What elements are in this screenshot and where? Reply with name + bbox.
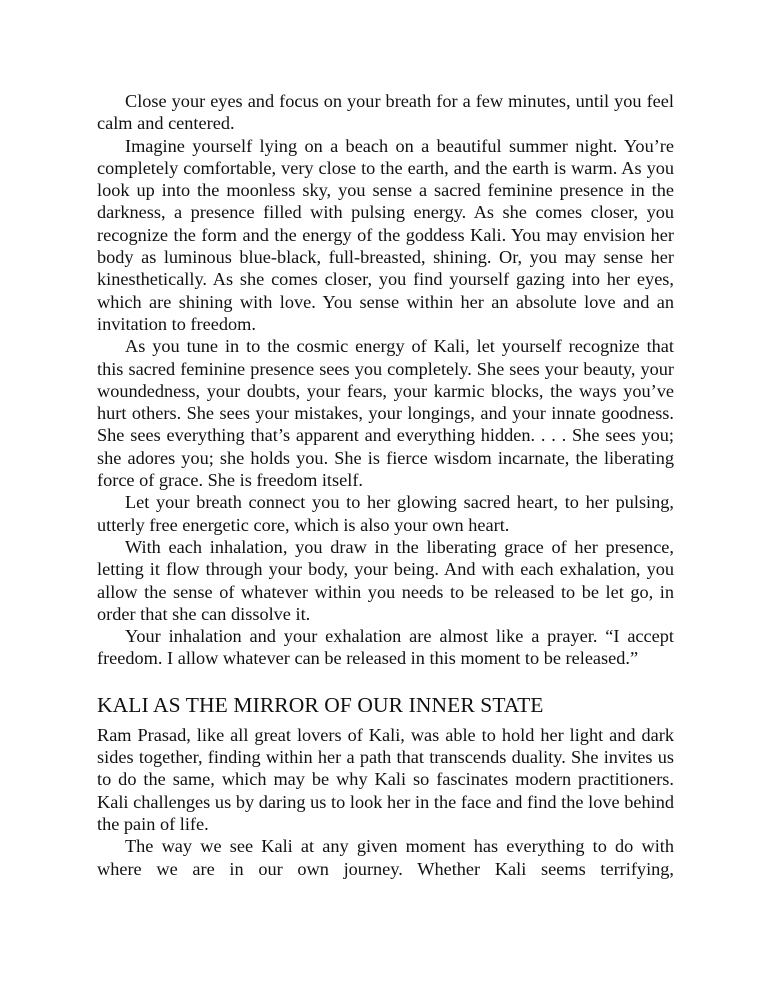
meditation-paragraph-2: Imagine yourself lying on a beach on a beautiful summer night. You’re completely comfortable, very close to the earth, and the earth is warm. As you look up into the moonless sky, you sense a sacred feminine presence in the darkness, a presence filled with pulsing energy. As she comes closer, you recognize the form and the energy of the goddess Kali. You may envision her body as luminous blue-black, full-breasted, shining. Or, you may sense her kinesthetically. As she comes closer, you find yourself gazing into her eyes, which are shining with love. You sense within her an absolute love and an invitation to freedom. — [97, 135, 674, 334]
meditation-paragraph-1: Close your eyes and focus on your breath for a few minutes, until you feel calm and centered. — [97, 91, 674, 134]
meditation-paragraph-3: As you tune in to the cosmic energy of Kali, let yourself recognize that this sacred feminine presence sees you completely. She sees your beauty, your woundedness, your doubts, your fears, your karmic blocks, the ways you’ve hurt others. She sees your mistakes, your longings, and your innate goodness. She sees everything that’s apparent and everything hidden. . . . She sees you; she adores you; she holds you. She is fierce wisdom incarnate, the liberating force of grace. She is freedom itself. — [97, 336, 674, 491]
section-paragraph-2: The way we see Kali at any given moment has everything to do with where we are in our own journey. Whether Kali seems terrifying, — [97, 836, 674, 879]
meditation-paragraph-4: Let your breath connect you to her glowing sacred heart, to her pulsing, utterly free energetic core, which is also your own heart. — [97, 492, 674, 535]
meditation-paragraph-5: With each inhalation, you draw in the liberating grace of her presence, letting it flow through your body, your being. And with each exhalation, you allow the sense of whatever within you needs to be released to be let go, in order that she can dissolve it. — [97, 536, 674, 624]
section-heading: KALI AS THE MIRROR OF OUR INNER STATE — [97, 692, 544, 717]
book-page — [97, 90, 674, 880]
meditation-paragraph-6: Your inhalation and your exhalation are almost like a prayer. “I accept freedom. I allow whatever can be released in this moment to be released.” — [97, 626, 674, 669]
section-paragraph-1: Ram Prasad, like all great lovers of Kali, was able to hold her light and dark sides together, finding within her a path that transcends duality. She invites us to do the same, which may be why Kali so fascinates modern practitioners. Kali challenges us by daring us to look her in the face and find the love behind the pain of life. — [97, 724, 674, 834]
